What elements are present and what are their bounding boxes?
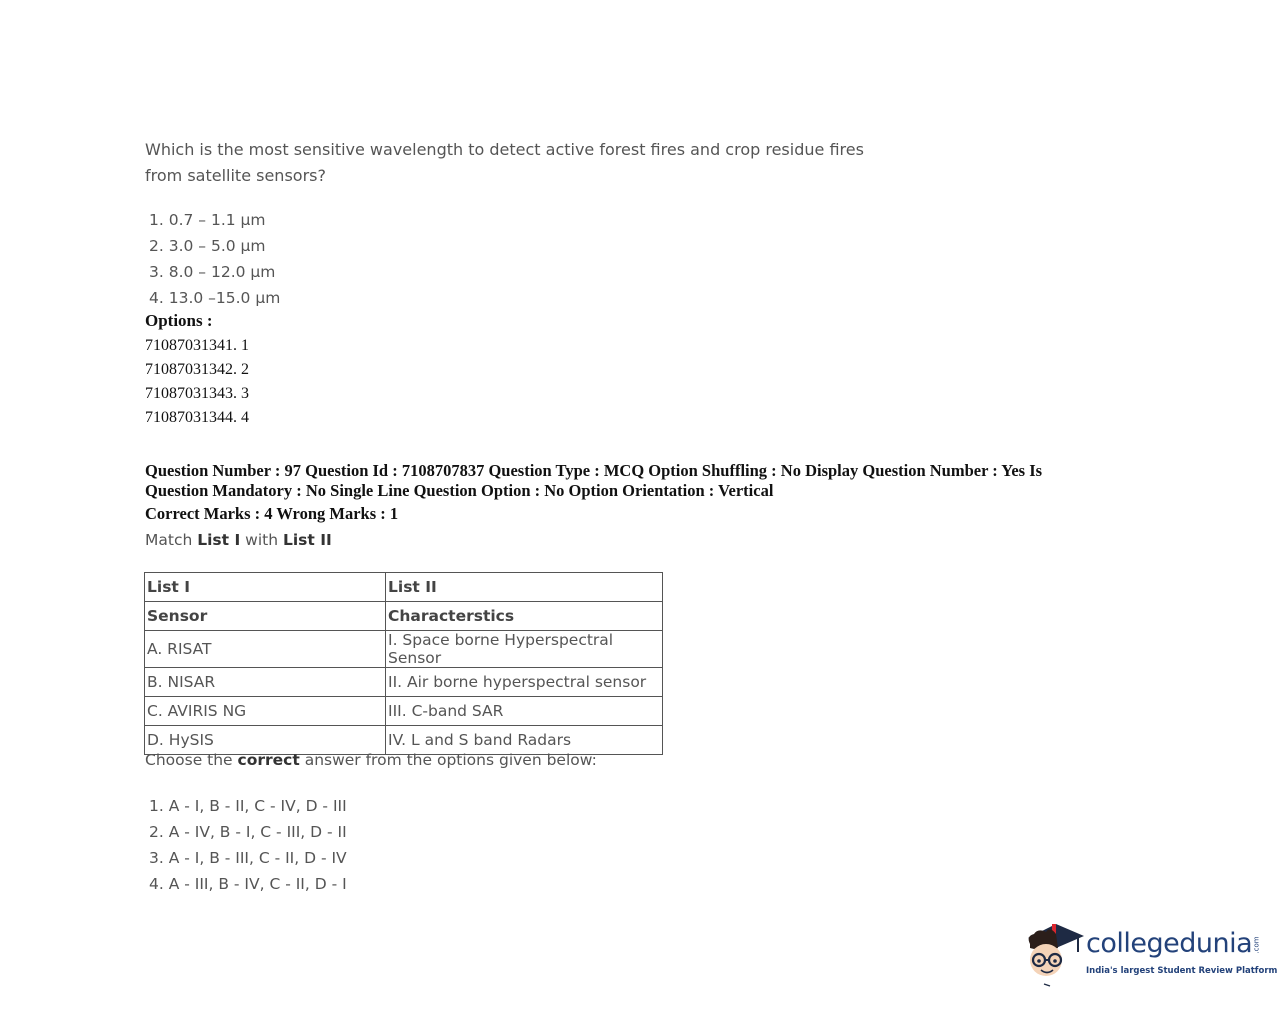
table-header-cell: List I: [145, 573, 386, 602]
choose-suffix: answer from the options given below:: [299, 751, 597, 769]
match-table: [144, 572, 663, 755]
option-item: 3. 8.0 – 12.0 μm: [149, 263, 276, 281]
table-subheader-cell: Sensor: [145, 602, 386, 631]
options-label: Options :: [145, 311, 213, 330]
match-list2: List II: [282, 531, 332, 549]
logo-com: .com: [1252, 936, 1261, 954]
option-item: 1. 0.7 – 1.1 μm: [149, 211, 266, 229]
option-id: 71087031343. 3: [145, 385, 249, 402]
option-item: 4. A - III, B - IV, C - II, D - I: [149, 875, 347, 893]
question-meta-line: Question Number : 97 Question Id : 7108707837 Question Type : MCQ Option Shuffling : No Display Question Number : Yes Is: [145, 461, 1043, 480]
option-item: 3. A - I, B - III, C - II, D - IV: [149, 849, 347, 867]
table-cell: II. Air borne hyperspectral sensor: [386, 668, 663, 697]
option-id-list: [145, 334, 249, 430]
question-options-list: [149, 207, 280, 311]
question-meta-line: Question Mandatory : No Single Line Question Option : No Option Orientation : Vertical: [145, 481, 774, 500]
table-cell: III. C-band SAR: [386, 697, 663, 726]
match-prefix: Match: [145, 531, 198, 549]
match-instruction: [145, 531, 332, 549]
table-cell: IV. L and S band Radars: [386, 726, 663, 755]
choose-bold: correct: [237, 751, 300, 769]
marks-line: Correct Marks : 4 Wrong Marks : 1: [145, 504, 399, 523]
table-cell: D. HySIS: [145, 726, 386, 755]
question-text: Which is the most sensitive wavelength to detect active forest fires and crop residue fires from satellite sensors?: [145, 140, 864, 185]
logo-tagline: India's largest Student Review Platform: [1086, 966, 1278, 976]
table-cell: I. Space borne Hyperspectral Sensor: [386, 631, 663, 668]
logo-wordmark: collegedunia: [1086, 928, 1253, 959]
match-list1: List I: [197, 531, 241, 549]
answer-options-list: [149, 793, 347, 897]
table-subheader-cell: Characterstics: [386, 602, 663, 631]
option-item: 1. A - I, B - II, C - IV, D - III: [149, 797, 347, 815]
question-meta: [145, 461, 1145, 501]
match-with: with: [240, 531, 283, 549]
option-id: 71087031342. 2: [145, 361, 249, 378]
choose-prefix: Choose the: [145, 751, 238, 769]
option-item: 2. 3.0 – 5.0 μm: [149, 237, 266, 255]
table-cell: B. NISAR: [145, 668, 386, 697]
table-row: [145, 668, 663, 697]
table-row: [145, 631, 663, 668]
option-id: 71087031341. 1: [145, 337, 249, 354]
table-cell: A. RISAT: [145, 631, 386, 668]
table-subheader-row: [145, 602, 663, 631]
mascot-icon: [1022, 918, 1084, 988]
choose-instruction: [145, 751, 597, 769]
table-header-row: [145, 573, 663, 602]
option-item: 2. A - IV, B - I, C - III, D - II: [149, 823, 347, 841]
table-header-cell: List II: [386, 573, 663, 602]
table-cell: C. AVIRIS NG: [145, 697, 386, 726]
table-row: [145, 697, 663, 726]
option-item: 4. 13.0 –15.0 μm: [149, 289, 281, 307]
option-id: 71087031344. 4: [145, 409, 249, 426]
collegedunia-logo: [1022, 918, 1278, 988]
